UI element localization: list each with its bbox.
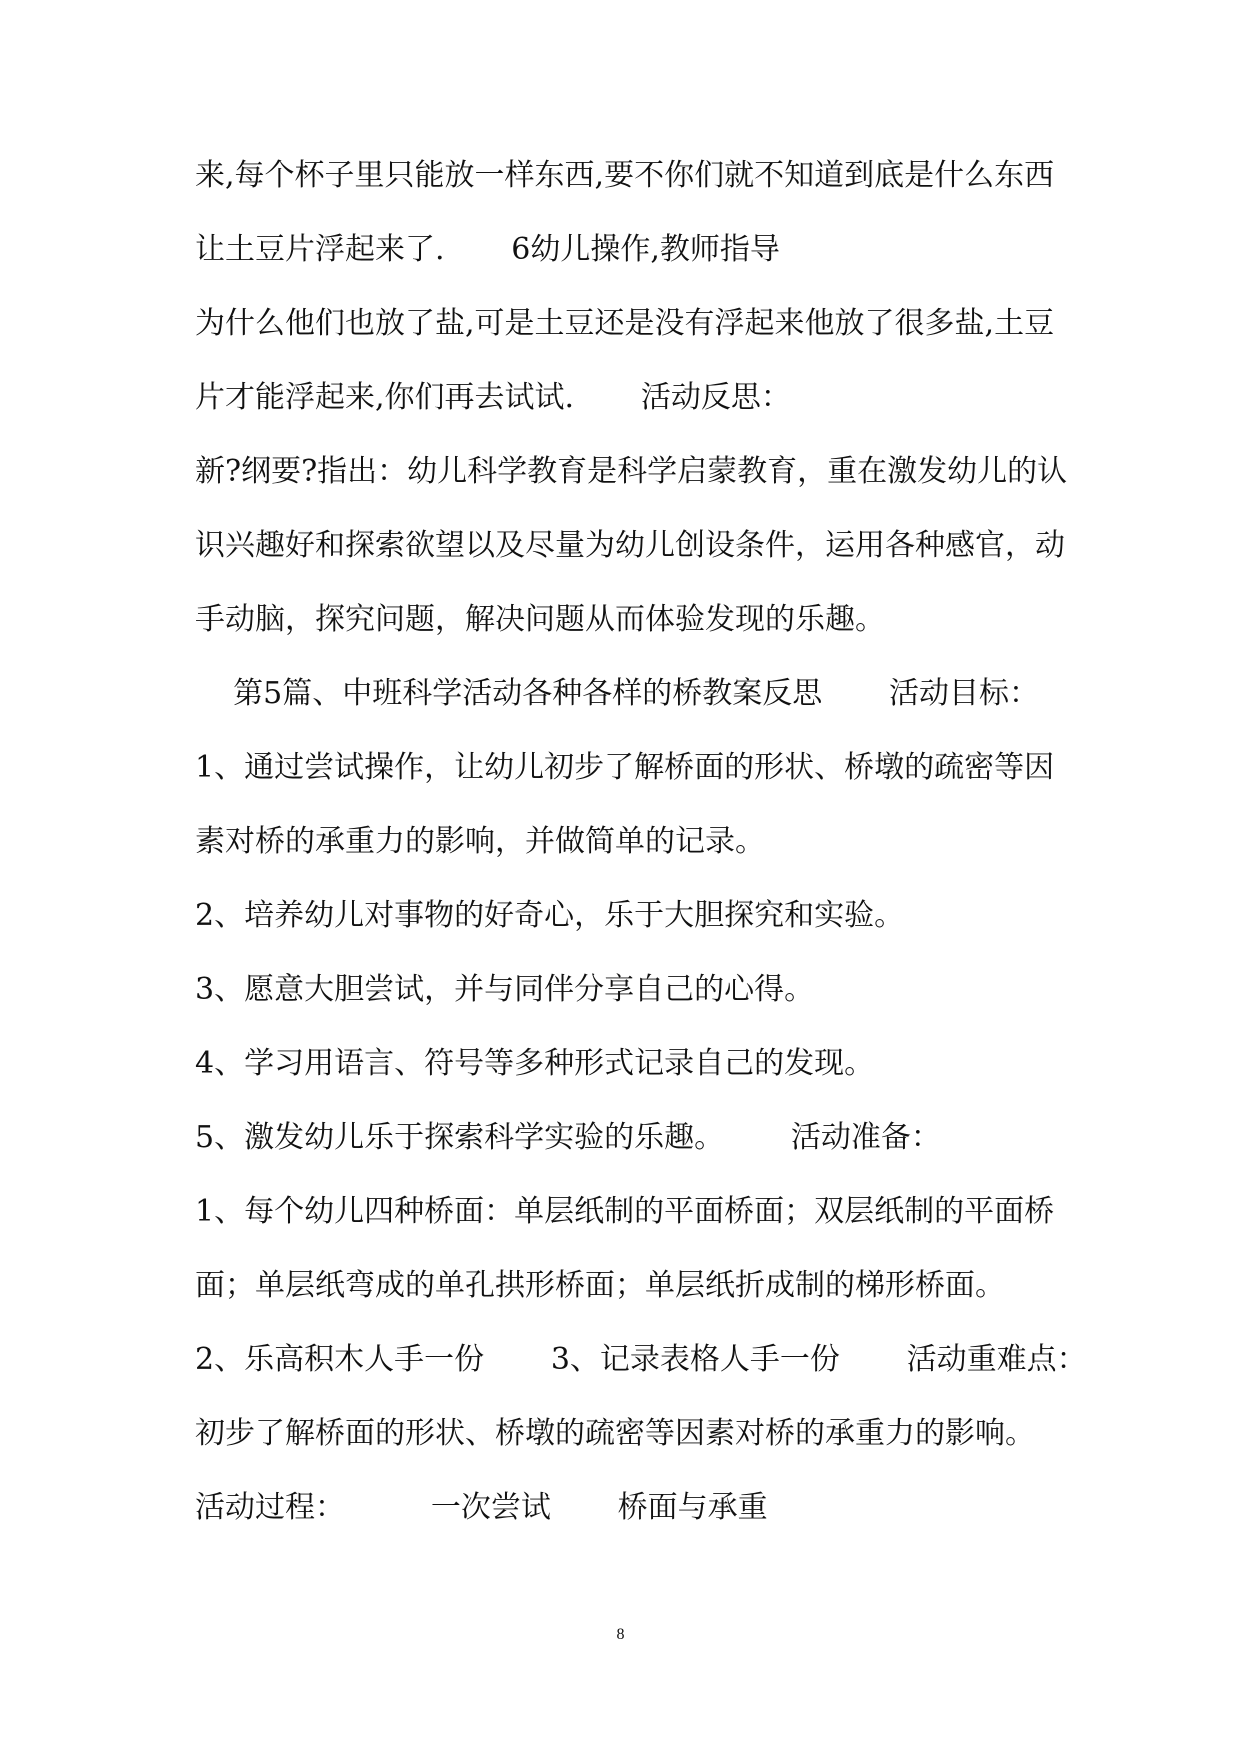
section-heading-line: 第5篇、中班科学活动各种各样的桥教案反思 活动目标： (195, 676, 1039, 711)
body-text-line: 片才能浮起来,你们再去试试. 活动反思： (195, 380, 791, 415)
body-text-line: 让土豆片浮起来了. 6幼儿操作,教师指导 (195, 232, 780, 267)
page-number: 8 (616, 1626, 625, 1643)
body-text-line: 素对桥的承重力的影响，并做简单的记录。 (195, 824, 765, 859)
body-text-line: 2、乐高积木人手一份 3、记录表格人手一份 活动重难点： (195, 1342, 1087, 1377)
body-text-line: 来,每个杯子里只能放一样东西,要不你们就不知道到底是什么东西 (195, 158, 1055, 193)
body-text-line: 为什么他们也放了盐,可是土豆还是没有浮起来他放了很多盐,土豆 (195, 306, 1055, 341)
body-text-line: 4、学习用语言、符号等多种形式记录自己的发现。 (195, 1046, 875, 1081)
body-text-line: 1、通过尝试操作，让幼儿初步了解桥面的形状、桥墩的疏密等因 (195, 750, 1055, 785)
body-text-line: 初步了解桥面的形状、桥墩的疏密等因素对桥的承重力的影响。 (195, 1416, 1035, 1451)
body-text-line: 识兴趣好和探索欲望以及尽量为幼儿创设条件，运用各种感官，动 (195, 528, 1065, 563)
body-text-line: 活动过程： 一次尝试 桥面与承重 (195, 1490, 768, 1525)
body-text-line: 面；单层纸弯成的单孔拱形桥面；单层纸折成制的梯形桥面。 (195, 1268, 1005, 1303)
body-text-line: 2、培养幼儿对事物的好奇心，乐于大胆探究和实验。 (195, 898, 905, 933)
body-text-line: 新?纲要?指出：幼儿科学教育是科学启蒙教育，重在激发幼儿的认 (195, 454, 1068, 489)
body-text-line: 1、每个幼儿四种桥面：单层纸制的平面桥面；双层纸制的平面桥 (195, 1194, 1055, 1229)
body-text-line: 5、激发幼儿乐于探索科学实验的乐趣。 活动准备： (195, 1120, 941, 1155)
body-text-line: 手动脑，探究问题，解决问题从而体验发现的乐趣。 (195, 602, 885, 637)
body-text-line: 3、愿意大胆尝试，并与同伴分享自己的心得。 (195, 972, 815, 1007)
